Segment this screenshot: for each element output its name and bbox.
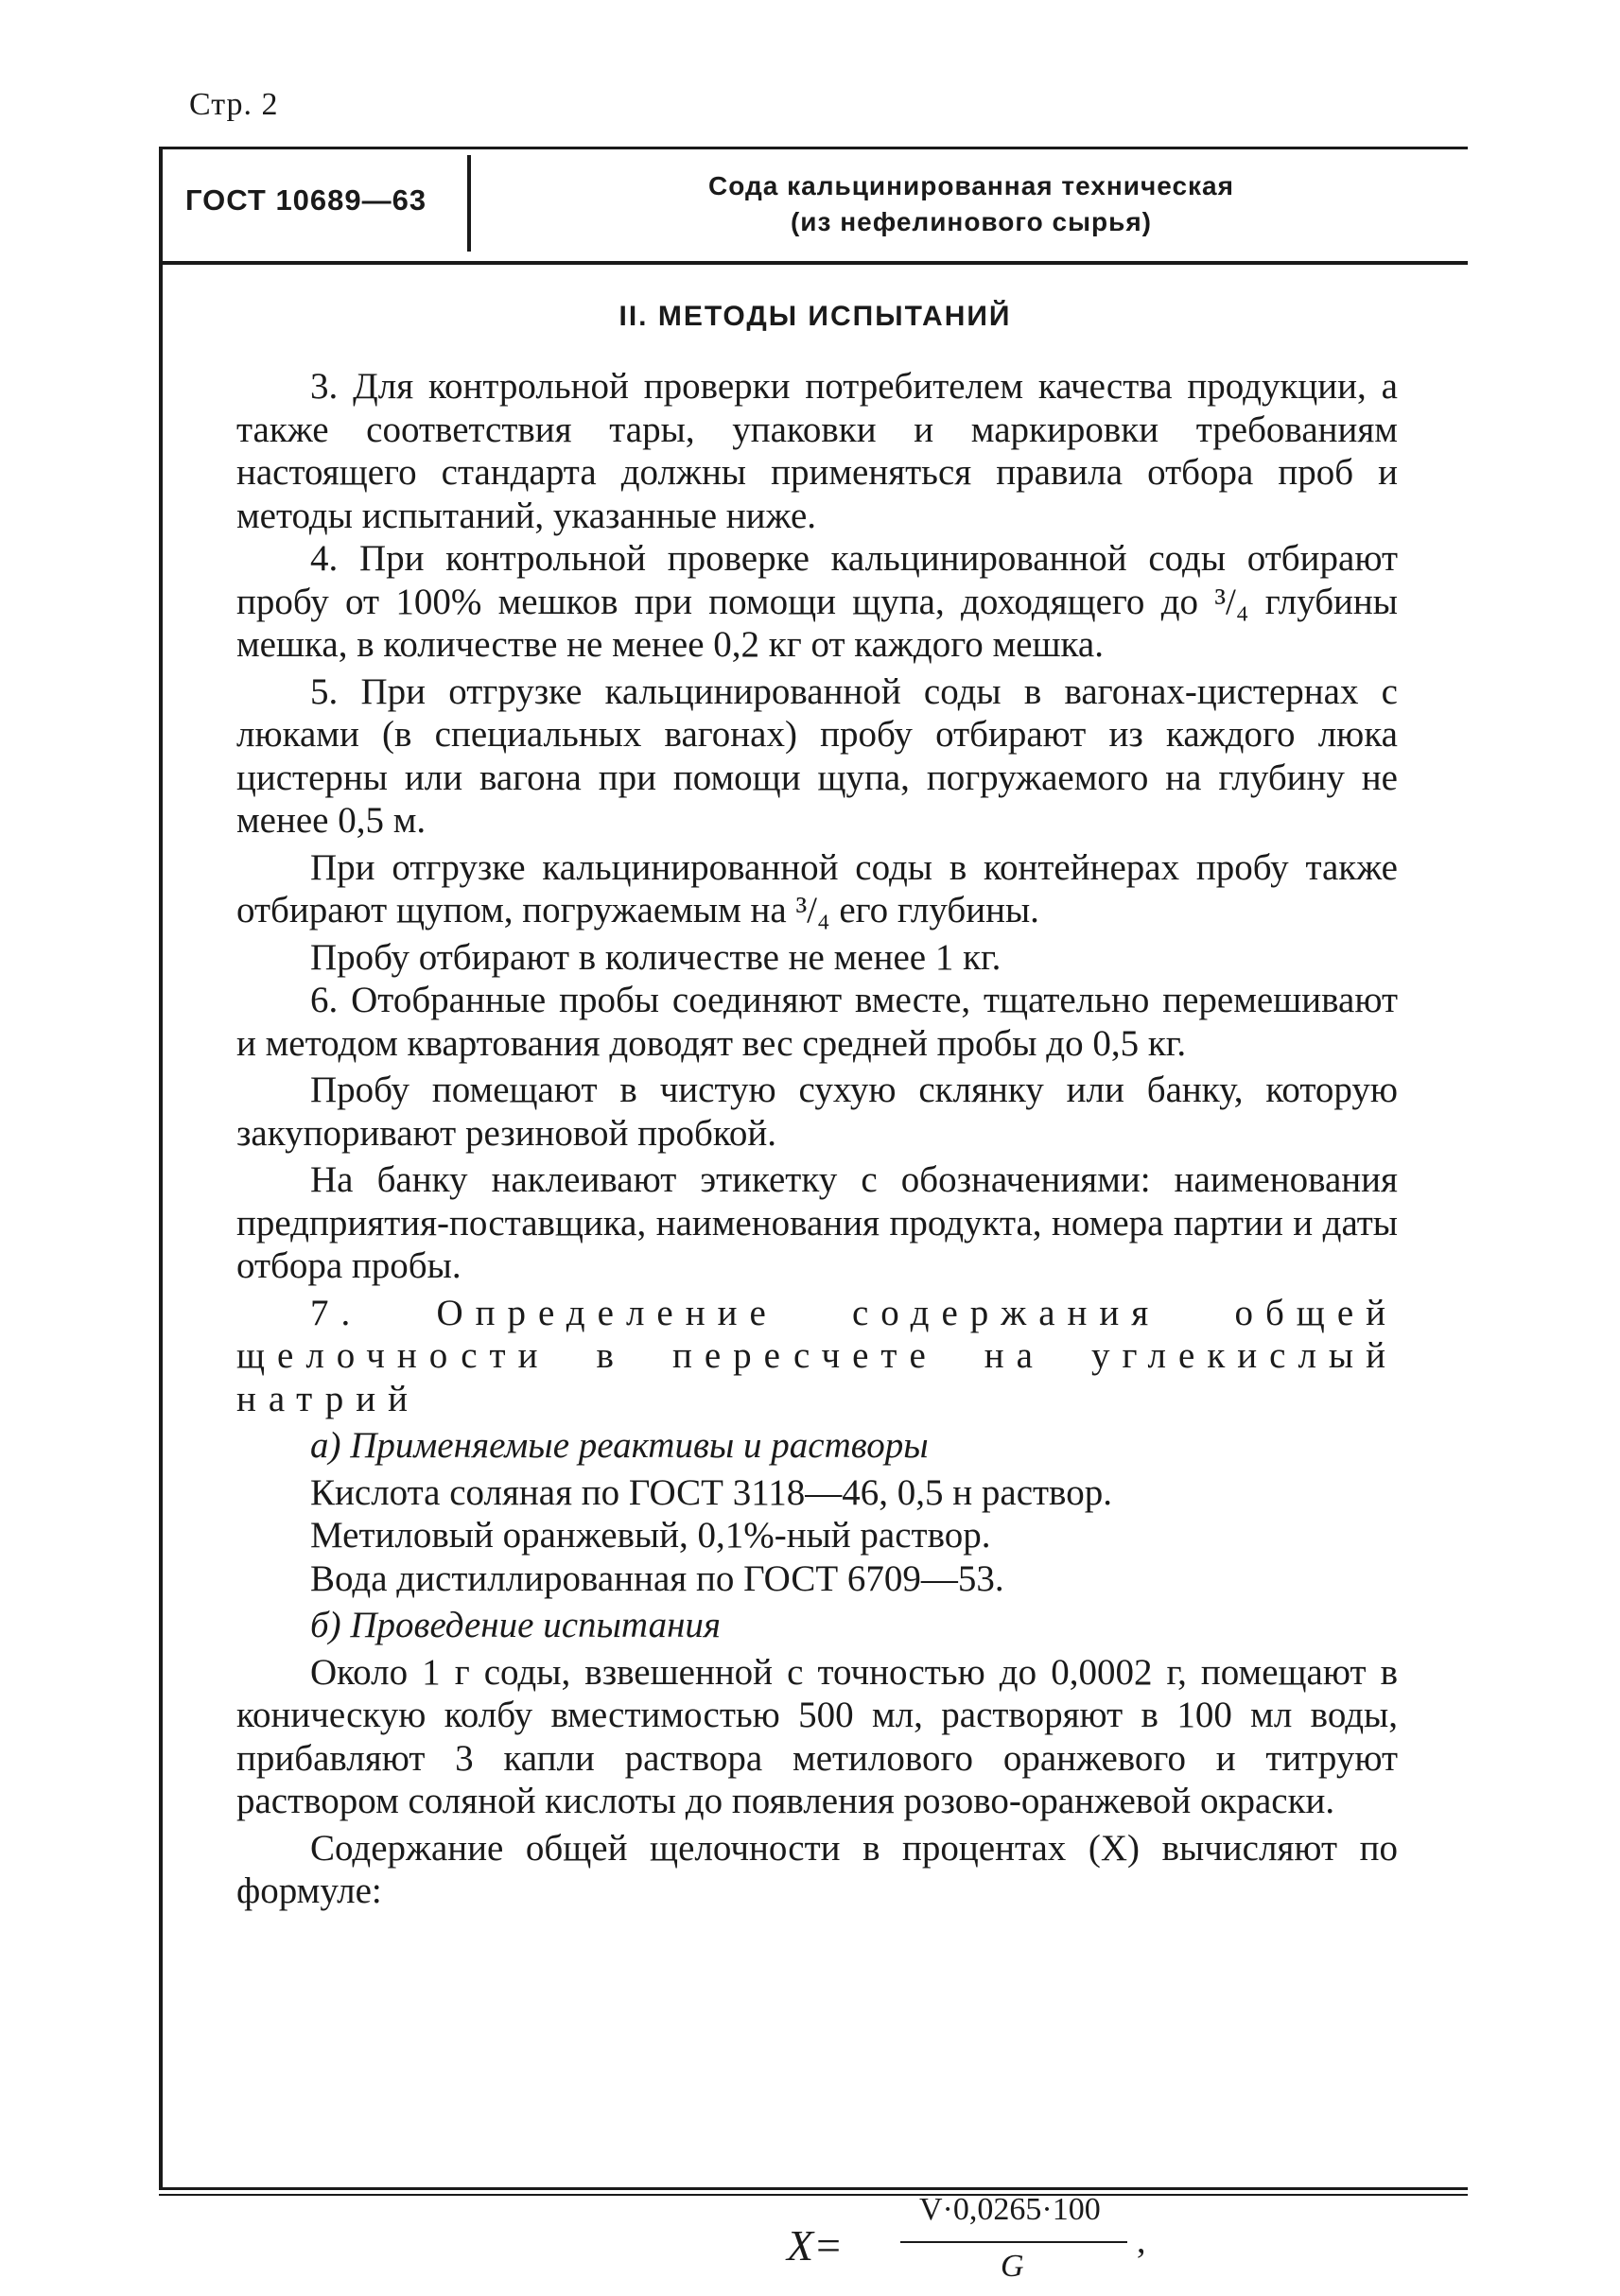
title-line-1: Сода кальцинированная техническая (708, 171, 1234, 200)
paragraph-formula-intro: Содержание общей щелочности в процентах (X) вычисляют по формуле: (236, 1827, 1398, 1911)
document-title (475, 168, 1468, 240)
header-divider (467, 155, 471, 252)
reagent-acid: Кислота соляная по ГОСТ 3118—46, 0,5 н раствор. (310, 1471, 1112, 1513)
formula (636, 2192, 1165, 2296)
reagent-methyl-orange: Метиловый оранжевый, 0,1%-ный раствор. (310, 1515, 991, 1556)
document-body (236, 365, 1398, 1913)
page-frame (159, 147, 1468, 2284)
fraction-bar (900, 2241, 1127, 2243)
section-title: II. МЕТОДЫ ИСПЫТАНИЙ (618, 301, 1012, 332)
formula-denominator: G (1001, 2249, 1024, 2284)
title-line-2: (из нефелинового сырья) (790, 207, 1153, 236)
paragraph-6-jar: Пробу помещают в чистую сухую склянку или банку, которую закупоривают резиновой пробкой. (236, 1070, 1398, 1154)
page-number: Стр. 2 (189, 87, 279, 122)
paragraph-5: 5. При отгрузке кальцинированной соды в вагонах-цистернах с люками (в специальных вагонах) пробу отбирают из каждого люка цистерны или вагона при помощи щупа, погружаемого на глубину не менее 0,5 м. (236, 670, 1398, 841)
formula-comma: , (1137, 2221, 1146, 2261)
reagent-water: Вода дистиллированная по ГОСТ 6709—53. (310, 1557, 1004, 1599)
subheading-procedure: б) Проведение испытания (310, 1605, 722, 1645)
paragraph-3: 3. Для контрольной проверки потребителем качества продукции, а также соответствия тары, упаковки и маркировки требованиям настоящего стандарта должны применяться правила отбора проб и методы испытаний, указанные ниже. (236, 366, 1398, 536)
subheading-reagents: а) Применяемые реактивы и растворы (310, 1425, 929, 1466)
paragraph-4: 4. При контрольной проверке кальцинированной соды отбирают пробу от 100% мешков при помощи щупа, доходящего до ³/₄ глубины мешка, в количестве не менее 0,2 кг от каждого мешка. (236, 538, 1398, 665)
paragraph-7-heading: 7. Определение содержания общей щелочности в пересчете на углекислый натрий (236, 1292, 1398, 1419)
paragraph-5-containers: При отгрузке кальцинированной соды в контейнерах пробу также отбирают щупом, погружаемым на ³/₄ его глубины. (236, 846, 1398, 931)
formula-numerator: V·0,0265·100 (919, 2192, 1101, 2227)
formula-lhs: X= (787, 2221, 844, 2270)
paragraph-procedure: Около 1 г соды, взвешенной с точностью до 0,0002 г, помещают в коническую колбу вместимостью 500 мл, растворяют в 100 мл воды, прибавляют 3 капли раствора метилового оранжевого и титруют раствором соляной кислоты до появления розово-оранжевой окраски. (236, 1651, 1398, 1821)
gost-number: ГОСТ 10689—63 (185, 183, 427, 217)
paragraph-6: 6. Отобранные пробы соединяют вместе, тщательно перемешивают и методом квартования доводят вес средней пробы до 0,5 кг. (236, 980, 1398, 1064)
document-header (163, 149, 1468, 265)
paragraph-5-quantity: Пробу отбирают в количестве не менее 1 кг. (310, 936, 1002, 978)
paragraph-6-label: На банку наклеивают этикетку с обозначениями: наименования предприятия-поставщика, наименования продукта, номера партии и даты отбора пробы. (236, 1159, 1398, 1286)
